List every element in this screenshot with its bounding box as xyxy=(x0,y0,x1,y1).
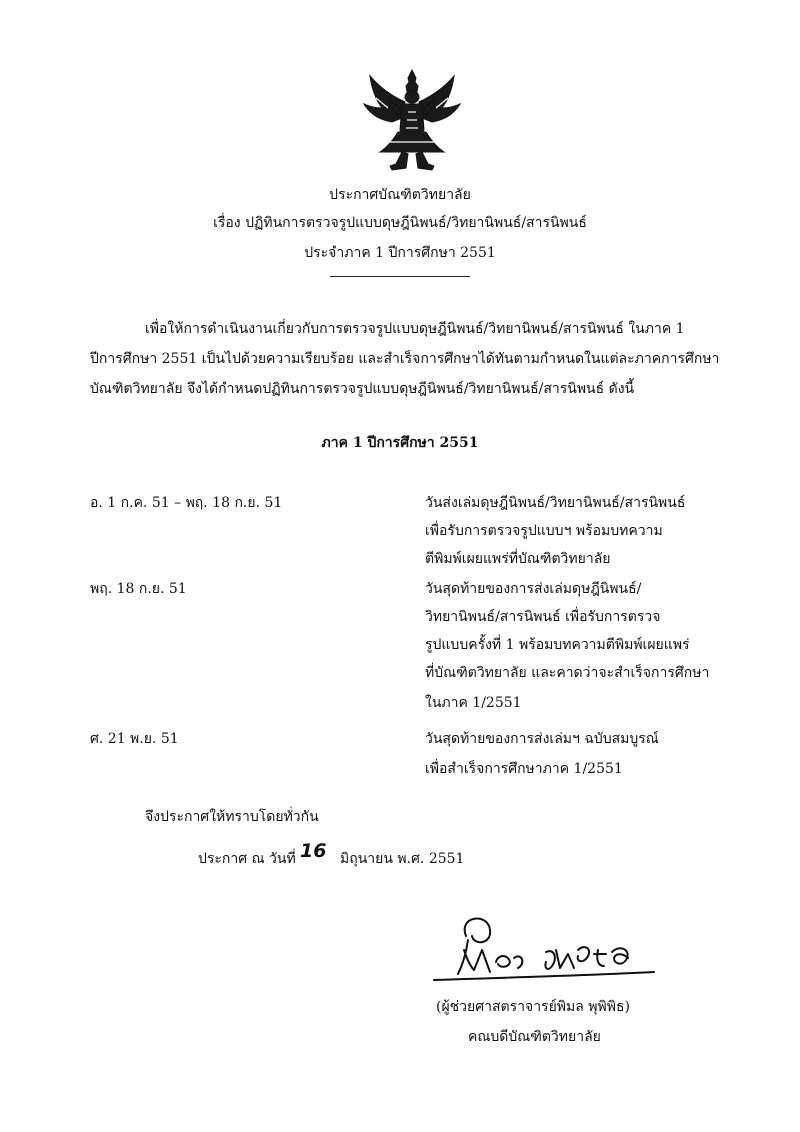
announcement-subject: เรื่อง ปฏิทินการตรวจรูปแบบดุษฎีนิพนธ์/วิทยานิพนธ์/สารนิพนธ์ xyxy=(213,215,587,231)
dean-signature xyxy=(428,906,658,986)
schedule-desc-2-line-2: วิทยานิพนธ์/สารนิพนธ์ เพื่อรับการตรวจ xyxy=(425,609,661,625)
announcement-issuer: ประกาศบัณฑิตวิทยาลัย xyxy=(329,187,471,203)
intro-line-2: ปีการศึกษา 2551 เป็นไปด้วยความเรียบร้อย และสำเร็จการศึกษาได้ทันตามกำหนดในแต่ละภาคการศึกษา xyxy=(90,351,720,367)
garuda-emblem-icon xyxy=(362,68,462,174)
schedule-desc-3-line-2: เพื่อสำเร็จการศึกษาภาค 1/2551 xyxy=(425,761,623,777)
title-underline xyxy=(330,276,470,277)
announce-month-year: มิถุนายน พ.ศ. 2551 xyxy=(340,851,465,867)
schedule-heading: ภาค 1 ปีการศึกษา 2551 xyxy=(321,435,479,451)
schedule-desc-2-line-4: ที่บัณฑิตวิทยาลัย และคาดว่าจะสำเร็จการศึกษา xyxy=(425,665,710,681)
schedule-desc-2-line-1: วันสุดท้ายของการส่งเล่มดุษฎีนิพนธ์/ xyxy=(425,581,642,597)
intro-line-1: เพื่อให้การดำเนินงานเกี่ยวกับการตรวจรูปแบบดุษฎีนิพนธ์/วิทยานิพนธ์/สารนิพนธ์ ในภาค 1 xyxy=(145,321,685,337)
schedule-desc-1-line-1: วันส่งเล่มดุษฎีนิพนธ์/วิทยานิพนธ์/สารนิพนธ์ xyxy=(425,495,686,511)
announcement-term: ประจำภาค 1 ปีการศึกษา 2551 xyxy=(304,245,496,261)
schedule-date-1: อ. 1 ก.ค. 51 – พฤ. 18 ก.ย. 51 xyxy=(90,495,283,511)
announce-day-handwritten: 16 xyxy=(300,840,327,862)
schedule-desc-1-line-2: เพื่อรับการตรวจรูปแบบฯ พร้อมบทความ xyxy=(425,523,663,539)
closing-statement: จึงประกาศให้ทราบโดยทั่วกัน xyxy=(145,809,319,825)
intro-line-3: บัณฑิตวิทยาลัย จึงได้กำหนดปฏิทินการตรวจรูปแบบดุษฎีนิพนธ์/วิทยานิพนธ์/สารนิพนธ์ ดังนี้ xyxy=(90,381,635,397)
schedule-desc-1-line-3: ตีพิมพ์เผยแพร่ที่บัณฑิตวิทยาลัย xyxy=(425,551,611,567)
schedule-desc-3-line-1: วันสุดท้ายของการส่งเล่มฯ ฉบับสมบูรณ์ xyxy=(425,731,659,747)
schedule-desc-2-line-3: รูปแบบครั้งที่ 1 พร้อมบทความตีพิมพ์เผยแพร่ xyxy=(425,637,690,653)
schedule-date-2: พฤ. 18 ก.ย. 51 xyxy=(90,581,187,597)
schedule-desc-2-line-5: ในภาค 1/2551 xyxy=(425,695,522,711)
schedule-date-3: ศ. 21 พ.ย. 51 xyxy=(90,731,179,747)
signer-name: (ผู้ช่วยศาสตราจารย์พิมล พุพิพิธ) xyxy=(436,999,630,1015)
signer-position: คณบดีบัณฑิตวิทยาลัย xyxy=(468,1029,601,1045)
announce-date-prefix: ประกาศ ณ วันที่ xyxy=(198,851,296,867)
